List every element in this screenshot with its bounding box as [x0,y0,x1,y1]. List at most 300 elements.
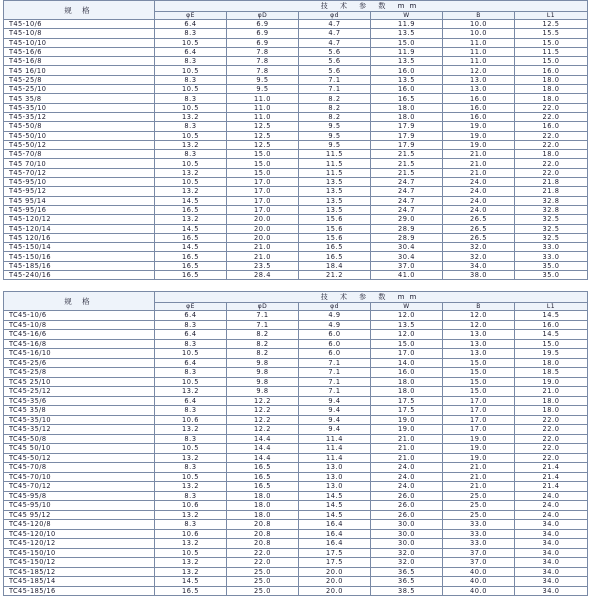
table-row [4,122,588,131]
w-cell: 19.0 [371,425,443,435]
model-cell: T45-35/12 [4,112,155,121]
e-cell: 13.2 [155,215,227,224]
l1-cell: 21.0 [515,387,588,397]
d-outer-cell: 9.8 [227,358,299,368]
w-cell: 11.9 [371,20,443,29]
table-row [4,501,588,511]
l1-cell: 22.0 [515,434,588,444]
b-cell: 21.0 [443,168,515,177]
b-cell: 15.0 [443,387,515,397]
e-cell: 16.5 [155,233,227,242]
d-inner-cell: 7.1 [299,75,371,84]
model-cell: TC45-120/12 [4,539,155,549]
d-inner-cell: 8.2 [299,112,371,121]
d-outer-cell: 12.5 [227,140,299,149]
model-cell: T45-50/8 [4,122,155,131]
e-cell: 8.3 [155,150,227,159]
model-cell: T45-150/16 [4,252,155,261]
table-row [4,377,588,387]
l1-cell: 18.0 [515,85,588,94]
table-row [4,131,588,140]
model-cell: T45-25/10 [4,85,155,94]
d-outer-cell: 7.8 [227,66,299,75]
w-cell: 13.5 [371,75,443,84]
e-cell: 8.3 [155,29,227,38]
b-cell: 33.0 [443,520,515,530]
d-inner-cell: 9.4 [299,406,371,416]
l1-cell: 34.0 [515,520,588,530]
d-inner-cell: 15.6 [299,215,371,224]
table-row [4,434,588,444]
d-inner-cell: 4.7 [299,20,371,29]
table-row [4,586,588,596]
w-cell: 24.0 [371,472,443,482]
d-outer-cell: 9.8 [227,377,299,387]
e-cell: 8.3 [155,368,227,378]
d-outer-cell: 16.5 [227,472,299,482]
model-cell: T45-185/16 [4,261,155,270]
b-cell: 24.0 [443,196,515,205]
l1-cell: 32.5 [515,215,588,224]
d-inner-cell: 17.5 [299,548,371,558]
b-cell: 15.0 [443,358,515,368]
l1-cell: 16.0 [515,66,588,75]
b-cell: 25.0 [443,491,515,501]
model-cell: T45-95/10 [4,178,155,187]
d-outer-cell: 12.5 [227,122,299,131]
w-cell: 17.5 [371,396,443,406]
d-outer-cell: 9.5 [227,75,299,84]
d-outer-cell: 9.5 [227,85,299,94]
e-cell: 10.6 [155,529,227,539]
model-cell: T45-10/10 [4,38,155,47]
model-cell: T45 70/10 [4,159,155,168]
d-inner-cell: 7.1 [299,377,371,387]
params-header: 技 术 参 数 mm [155,292,588,303]
l1-cell: 22.0 [515,103,588,112]
d-outer-cell: 14.4 [227,444,299,454]
b-cell: 19.0 [443,140,515,149]
e-cell: 8.3 [155,463,227,473]
spec-table-t45 [3,0,588,280]
w-cell: 19.0 [371,415,443,425]
model-cell: T45-35/10 [4,103,155,112]
model-cell: TC45-35/10 [4,415,155,425]
b-cell: 19.0 [443,453,515,463]
e-cell: 6.4 [155,20,227,29]
e-cell: 8.3 [155,75,227,84]
e-cell: 10.6 [155,501,227,511]
e-cell: 10.5 [155,159,227,168]
e-cell: 10.5 [155,38,227,47]
l1-cell: 22.0 [515,444,588,454]
e-cell: 13.2 [155,187,227,196]
w-cell: 21.0 [371,453,443,463]
l1-cell: 21.8 [515,178,588,187]
e-cell: 10.5 [155,444,227,454]
l1-cell: 35.0 [515,261,588,270]
e-cell: 6.4 [155,330,227,340]
d-outer-cell: 9.8 [227,387,299,397]
model-cell: TC45-50/12 [4,453,155,463]
d-outer-cell: 15.0 [227,159,299,168]
d-outer-cell: 14.4 [227,434,299,444]
d-outer-cell: 8.2 [227,339,299,349]
model-cell: T45-150/14 [4,243,155,252]
d-outer-cell: 6.9 [227,38,299,47]
w-cell: 11.9 [371,47,443,56]
table-row [4,94,588,103]
l1-cell: 33.0 [515,252,588,261]
d-inner-cell: 9.5 [299,131,371,140]
b-cell: 15.0 [443,368,515,378]
model-cell: T45-10/6 [4,20,155,29]
w-cell: 21.5 [371,150,443,159]
model-cell: T45-95/12 [4,187,155,196]
l1-cell: 33.0 [515,243,588,252]
column-header-w: W [371,12,443,20]
d-inner-cell: 16.5 [299,252,371,261]
w-cell: 29.0 [371,215,443,224]
d-outer-cell: 18.0 [227,510,299,520]
column-header-d-inner: φd [299,303,371,311]
e-cell: 10.6 [155,415,227,425]
model-cell: TC45-16/8 [4,339,155,349]
b-cell: 38.0 [443,271,515,280]
l1-cell: 24.0 [515,491,588,501]
model-cell: TC45-50/8 [4,434,155,444]
d-inner-cell: 14.5 [299,491,371,501]
model-cell: T45-50/10 [4,131,155,140]
d-outer-cell: 20.8 [227,520,299,530]
b-cell: 12.0 [443,311,515,321]
e-cell: 10.5 [155,131,227,140]
d-inner-cell: 6.0 [299,330,371,340]
d-outer-cell: 17.0 [227,196,299,205]
d-inner-cell: 9.4 [299,396,371,406]
table-row [4,261,588,270]
e-cell: 8.3 [155,520,227,530]
w-cell: 13.5 [371,320,443,330]
e-cell: 13.2 [155,539,227,549]
model-cell: TC45-185/16 [4,586,155,596]
w-cell: 21.0 [371,434,443,444]
w-cell: 30.0 [371,529,443,539]
table-row [4,271,588,280]
w-cell: 16.5 [371,94,443,103]
e-cell: 6.4 [155,311,227,321]
e-cell: 14.5 [155,243,227,252]
model-cell: TC45-120/10 [4,529,155,539]
d-outer-cell: 12.2 [227,406,299,416]
d-inner-cell: 11.4 [299,434,371,444]
e-cell: 10.5 [155,377,227,387]
d-outer-cell: 7.1 [227,311,299,321]
w-cell: 24.7 [371,187,443,196]
table-row [4,539,588,549]
column-header-l1: L1 [515,303,588,311]
b-cell: 25.0 [443,510,515,520]
w-cell: 32.0 [371,548,443,558]
e-cell: 13.2 [155,453,227,463]
b-cell: 21.0 [443,159,515,168]
d-inner-cell: 20.0 [299,577,371,587]
w-cell: 13.5 [371,57,443,66]
l1-cell: 22.0 [515,131,588,140]
l1-cell: 34.0 [515,539,588,549]
w-cell: 15.0 [371,339,443,349]
table-row [4,196,588,205]
table-row [4,358,588,368]
e-cell: 13.2 [155,387,227,397]
table-row [4,29,588,38]
table-row [4,38,588,47]
w-cell: 24.0 [371,463,443,473]
d-outer-cell: 22.0 [227,558,299,568]
d-inner-cell: 5.6 [299,57,371,66]
d-inner-cell: 16.4 [299,529,371,539]
table-row [4,159,588,168]
b-cell: 11.0 [443,38,515,47]
b-cell: 10.0 [443,29,515,38]
table-row [4,168,588,177]
d-outer-cell: 18.0 [227,491,299,501]
table-row [4,57,588,66]
b-cell: 34.0 [443,261,515,270]
d-inner-cell: 13.5 [299,205,371,214]
table-row [4,548,588,558]
d-outer-cell: 14.4 [227,453,299,463]
w-cell: 17.5 [371,406,443,416]
table-row [4,178,588,187]
e-cell: 6.4 [155,358,227,368]
column-header-e: φE [155,12,227,20]
table-row [4,140,588,149]
b-cell: 11.0 [443,57,515,66]
l1-cell: 11.5 [515,47,588,56]
d-inner-cell: 14.5 [299,501,371,511]
b-cell: 17.0 [443,406,515,416]
e-cell: 6.4 [155,47,227,56]
table-row [4,472,588,482]
e-cell: 8.3 [155,320,227,330]
d-outer-cell: 11.0 [227,103,299,112]
l1-cell: 18.0 [515,94,588,103]
w-cell: 24.7 [371,205,443,214]
d-inner-cell: 15.6 [299,233,371,242]
model-cell: TC45-10/8 [4,320,155,330]
w-cell: 17.9 [371,122,443,131]
d-outer-cell: 21.0 [227,252,299,261]
d-outer-cell: 25.0 [227,577,299,587]
e-cell: 8.3 [155,94,227,103]
table-row [4,567,588,577]
d-outer-cell: 16.5 [227,482,299,492]
table-row [4,85,588,94]
l1-cell: 32.5 [515,224,588,233]
d-inner-cell: 13.0 [299,482,371,492]
d-inner-cell: 20.0 [299,567,371,577]
l1-cell: 24.0 [515,501,588,511]
model-cell: T45 16/10 [4,66,155,75]
b-cell: 13.0 [443,85,515,94]
w-cell: 28.9 [371,224,443,233]
w-cell: 30.0 [371,539,443,549]
e-cell: 13.2 [155,558,227,568]
model-cell: T45-240/16 [4,271,155,280]
d-outer-cell: 20.8 [227,529,299,539]
l1-cell: 18.0 [515,396,588,406]
table-row [4,103,588,112]
w-cell: 37.0 [371,261,443,270]
table-row [4,112,588,121]
b-cell: 37.0 [443,548,515,558]
w-cell: 13.5 [371,29,443,38]
b-cell: 24.0 [443,178,515,187]
e-cell: 10.5 [155,85,227,94]
table-row [4,311,588,321]
model-cell: TC45-95/10 [4,501,155,511]
d-outer-cell: 11.0 [227,94,299,103]
d-inner-cell: 16.4 [299,539,371,549]
d-inner-cell: 17.5 [299,558,371,568]
d-outer-cell: 20.8 [227,539,299,549]
d-inner-cell: 15.6 [299,224,371,233]
model-cell: T45-70/8 [4,150,155,159]
d-inner-cell: 8.2 [299,103,371,112]
w-cell: 16.0 [371,85,443,94]
w-cell: 21.5 [371,168,443,177]
table-row [4,453,588,463]
d-outer-cell: 12.2 [227,415,299,425]
d-outer-cell: 20.0 [227,233,299,242]
e-cell: 6.4 [155,396,227,406]
d-outer-cell: 12.5 [227,131,299,140]
d-outer-cell: 17.0 [227,205,299,214]
model-cell: TC45-10/6 [4,311,155,321]
table-row [4,150,588,159]
b-cell: 13.0 [443,75,515,84]
d-inner-cell: 13.5 [299,187,371,196]
l1-cell: 15.0 [515,339,588,349]
b-cell: 17.0 [443,425,515,435]
spec-table-tc45-body [4,311,588,596]
d-outer-cell: 28.4 [227,271,299,280]
b-cell: 40.0 [443,577,515,587]
column-header-b: B [443,303,515,311]
w-cell: 17.9 [371,131,443,140]
w-cell: 30.4 [371,243,443,252]
model-cell: TC45-16/10 [4,349,155,359]
l1-cell: 34.0 [515,529,588,539]
b-cell: 26.5 [443,224,515,233]
d-outer-cell: 8.2 [227,349,299,359]
l1-cell: 18.0 [515,75,588,84]
b-cell: 16.0 [443,94,515,103]
model-cell: TC45-70/8 [4,463,155,473]
model-cell: TC45-95/8 [4,491,155,501]
model-cell: TC45 35/8 [4,406,155,416]
model-cell: T45-10/8 [4,29,155,38]
d-outer-cell: 25.0 [227,567,299,577]
d-inner-cell: 11.4 [299,453,371,463]
w-cell: 24.7 [371,178,443,187]
l1-cell: 22.0 [515,415,588,425]
table-row [4,224,588,233]
d-inner-cell: 7.1 [299,85,371,94]
b-cell: 16.0 [443,103,515,112]
table-header-row [4,1,588,12]
l1-cell: 32.8 [515,205,588,214]
l1-cell: 16.0 [515,320,588,330]
l1-cell: 18.5 [515,368,588,378]
d-inner-cell: 5.6 [299,47,371,56]
d-outer-cell: 8.2 [227,330,299,340]
table-row [4,558,588,568]
l1-cell: 24.0 [515,510,588,520]
d-inner-cell: 4.9 [299,311,371,321]
l1-cell: 21.4 [515,463,588,473]
d-inner-cell: 21.2 [299,271,371,280]
b-cell: 19.0 [443,444,515,454]
model-cell: T45 35/8 [4,94,155,103]
model-cell: T45 120/16 [4,233,155,242]
e-cell: 10.5 [155,472,227,482]
l1-cell: 12.5 [515,20,588,29]
w-cell: 15.0 [371,38,443,47]
b-cell: 15.0 [443,377,515,387]
w-cell: 24.7 [371,196,443,205]
e-cell: 8.3 [155,434,227,444]
w-cell: 17.0 [371,349,443,359]
d-inner-cell: 7.1 [299,358,371,368]
d-inner-cell: 16.5 [299,243,371,252]
b-cell: 21.0 [443,150,515,159]
b-cell: 40.0 [443,567,515,577]
table-row [4,252,588,261]
table-row [4,510,588,520]
table-row [4,387,588,397]
model-cell: TC45-25/8 [4,368,155,378]
d-outer-cell: 20.0 [227,215,299,224]
w-cell: 12.0 [371,311,443,321]
w-cell: 32.0 [371,558,443,568]
l1-cell: 22.0 [515,159,588,168]
model-cell: TC45-35/6 [4,396,155,406]
l1-cell: 15.0 [515,38,588,47]
l1-cell: 22.0 [515,168,588,177]
b-cell: 25.0 [443,501,515,511]
d-outer-cell: 15.0 [227,150,299,159]
model-cell: TC45-16/6 [4,330,155,340]
d-inner-cell: 11.5 [299,159,371,168]
b-cell: 32.0 [443,243,515,252]
model-cell: TC45-35/12 [4,425,155,435]
b-cell: 26.5 [443,233,515,242]
column-header-b: B [443,12,515,20]
l1-cell: 15.5 [515,29,588,38]
d-outer-cell: 20.0 [227,224,299,233]
d-inner-cell: 13.0 [299,463,371,473]
model-cell: TC45-70/10 [4,472,155,482]
spec-table-t45-body [4,20,588,280]
e-cell: 10.5 [155,548,227,558]
l1-cell: 22.0 [515,453,588,463]
table-row [4,330,588,340]
table-row [4,444,588,454]
d-outer-cell: 7.1 [227,320,299,330]
l1-cell: 34.0 [515,567,588,577]
